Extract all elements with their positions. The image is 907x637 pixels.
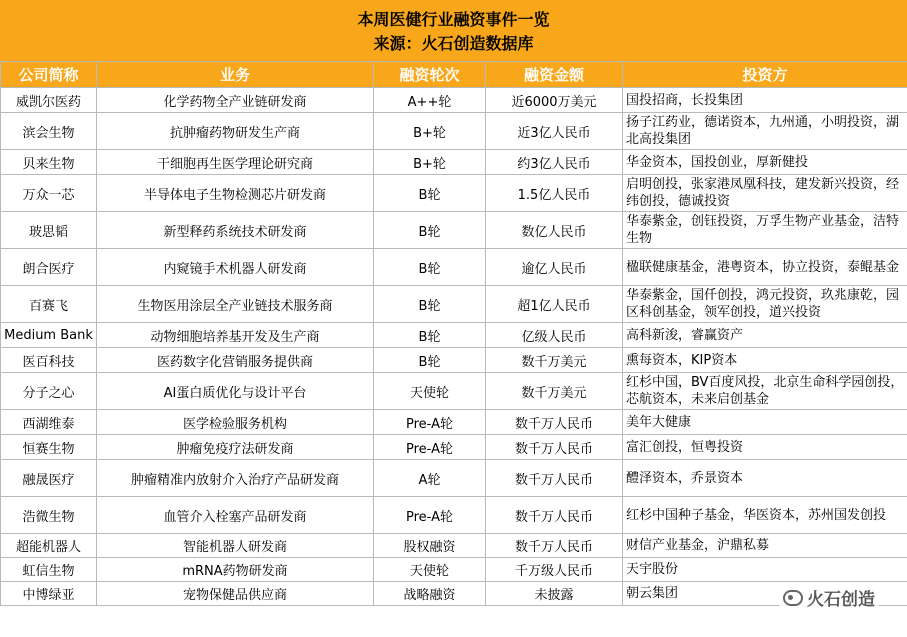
round-cell: B轮 — [374, 212, 486, 249]
table-row — [1, 460, 907, 497]
company-cell: 万众一芯 — [1, 175, 97, 212]
investors-cell: 红杉中国种子基金，华医资本，苏州国发创投 — [623, 497, 907, 534]
investors-cell: 启明创投，张家港凤凰科技，建发新兴投资，经纬创投，德诚投资 — [623, 175, 907, 212]
financing-table — [0, 61, 907, 606]
table-row — [1, 175, 907, 212]
round-cell: B轮 — [374, 286, 486, 323]
amount-cell: 未披露 — [486, 582, 623, 606]
investors-cell: 醴泽资本，乔景资本 — [623, 460, 907, 497]
round-cell: 战略融资 — [374, 582, 486, 606]
investors-cell: 华金资本，国投创业，厚新健投 — [623, 150, 907, 175]
business-cell: 抗肿瘤药物研发生产商 — [97, 113, 374, 150]
company-cell: 超能机器人 — [1, 534, 97, 558]
amount-cell: 千万级人民币 — [486, 558, 623, 582]
brand-logo-icon — [783, 590, 803, 606]
table-row — [1, 534, 907, 558]
amount-cell: 数千万人民币 — [486, 410, 623, 435]
round-cell: 天使轮 — [374, 558, 486, 582]
business-cell: 医药数字化营销服务提供商 — [97, 348, 374, 373]
table-row — [1, 249, 907, 286]
company-cell: 分子之心 — [1, 373, 97, 410]
business-cell: 化学药物全产业链研发商 — [97, 88, 374, 113]
amount-cell: 数千万美元 — [486, 348, 623, 373]
round-cell: A++轮 — [374, 88, 486, 113]
amount-cell: 超1亿人民币 — [486, 286, 623, 323]
table-row — [1, 150, 907, 175]
investors-cell: 扬子江药业，德诺资本，九州通，小明投资，湖北高投集团 — [623, 113, 907, 150]
round-cell: Pre-A轮 — [374, 497, 486, 534]
table-row — [1, 582, 907, 606]
column-header-investors: 投资方 — [623, 62, 907, 88]
amount-cell: 约3亿人民币 — [486, 150, 623, 175]
business-cell: 肿瘤精准内放射介入治疗产品研发商 — [97, 460, 374, 497]
company-cell: 百赛飞 — [1, 286, 97, 323]
column-header-round: 融资轮次 — [374, 62, 486, 88]
round-cell: 天使轮 — [374, 373, 486, 410]
round-cell: B+轮 — [374, 150, 486, 175]
business-cell: 内窥镜手术机器人研发商 — [97, 249, 374, 286]
table-row — [1, 113, 907, 150]
round-cell: 股权融资 — [374, 534, 486, 558]
company-cell: 威凯尔医药 — [1, 88, 97, 113]
amount-cell: 亿级人民币 — [486, 323, 623, 348]
watermark-text: 火石创造 — [807, 590, 875, 610]
round-cell: B轮 — [374, 323, 486, 348]
business-cell: 新型释药系统技术研发商 — [97, 212, 374, 249]
company-cell: Medium Bank — [1, 323, 97, 348]
business-cell: AI蛋白质优化与设计平台 — [97, 373, 374, 410]
table-row — [1, 88, 907, 113]
table-row — [1, 373, 907, 410]
investors-cell: 红杉中国，BV百度风投，北京生命科学园创投，芯航资本，未来启创基金 — [623, 373, 907, 410]
company-cell: 滨会生物 — [1, 113, 97, 150]
business-cell: 生物医用涂层全产业链技术服务商 — [97, 286, 374, 323]
investors-cell: 天宇股份 — [623, 558, 907, 582]
amount-cell: 逾亿人民币 — [486, 249, 623, 286]
watermark-logo — [779, 583, 879, 612]
company-cell: 恒赛生物 — [1, 435, 97, 460]
table-row — [1, 558, 907, 582]
amount-cell: 数亿人民币 — [486, 212, 623, 249]
investors-cell: 国投招商，长投集团 — [623, 88, 907, 113]
table-title-block — [0, 0, 907, 61]
investors-cell: 高科新浚，睿赢资产 — [623, 323, 907, 348]
investors-cell: 美年大健康 — [623, 410, 907, 435]
amount-cell: 数千万美元 — [486, 373, 623, 410]
company-cell: 融晟医疗 — [1, 460, 97, 497]
round-cell: A轮 — [374, 460, 486, 497]
investors-cell: 楹联健康基金，港粤资本，协立投资，泰鲲基金 — [623, 249, 907, 286]
data-source: 来源：火石创造数据库 — [373, 34, 534, 53]
column-header-business: 业务 — [97, 62, 374, 88]
business-cell: mRNA药物研发商 — [97, 558, 374, 582]
business-cell: 医学检验服务机构 — [97, 410, 374, 435]
table-row — [1, 348, 907, 373]
amount-cell: 近3亿人民币 — [486, 113, 623, 150]
business-cell: 动物细胞培养基开发及生产商 — [97, 323, 374, 348]
amount-cell: 数千万人民币 — [486, 534, 623, 558]
table-row — [1, 497, 907, 534]
amount-cell: 近6000万美元 — [486, 88, 623, 113]
table-row — [1, 212, 907, 249]
company-cell: 医百科技 — [1, 348, 97, 373]
investors-cell: 华泰紫金，国仟创投，鸿元投资，玖兆康乾，园区科创基金，领军创投，道兴投资 — [623, 286, 907, 323]
round-cell: Pre-A轮 — [374, 435, 486, 460]
investors-cell: 财信产业基金，沪鼎私募 — [623, 534, 907, 558]
table-title: 本周医健行业融资事件一览 — [357, 10, 550, 29]
column-header-company: 公司简称 — [1, 62, 97, 88]
table-row — [1, 286, 907, 323]
amount-cell: 数千万人民币 — [486, 497, 623, 534]
amount-cell: 数千万人民币 — [486, 435, 623, 460]
round-cell: B轮 — [374, 348, 486, 373]
business-cell: 宠物保健品供应商 — [97, 582, 374, 606]
amount-cell: 数千万人民币 — [486, 460, 623, 497]
investors-cell: 朝云集团 — [623, 582, 907, 606]
table-row — [1, 435, 907, 460]
business-cell: 肿瘤免疫疗法研发商 — [97, 435, 374, 460]
company-cell: 虹信生物 — [1, 558, 97, 582]
company-cell: 西湖维泰 — [1, 410, 97, 435]
company-cell: 玻思韬 — [1, 212, 97, 249]
business-cell: 智能机器人研发商 — [97, 534, 374, 558]
table-row — [1, 323, 907, 348]
company-cell: 中博绿亚 — [1, 582, 97, 606]
investors-cell: 华泰紫金，创钰投资，万孚生物产业基金，洁特生物 — [623, 212, 907, 249]
column-header-amount: 融资金额 — [486, 62, 623, 88]
round-cell: B轮 — [374, 249, 486, 286]
investors-cell: 富汇创投，恒粤投资 — [623, 435, 907, 460]
investors-cell: 熏每资本，KIP资本 — [623, 348, 907, 373]
round-cell: B轮 — [374, 175, 486, 212]
company-cell: 朗合医疗 — [1, 249, 97, 286]
business-cell: 干细胞再生医学理论研究商 — [97, 150, 374, 175]
round-cell: B+轮 — [374, 113, 486, 150]
amount-cell: 1.5亿人民币 — [486, 175, 623, 212]
table-row — [1, 410, 907, 435]
header-row — [1, 62, 907, 88]
business-cell: 血管介入栓塞产品研发商 — [97, 497, 374, 534]
company-cell: 浩微生物 — [1, 497, 97, 534]
company-cell: 贝来生物 — [1, 150, 97, 175]
business-cell: 半导体电子生物检测芯片研发商 — [97, 175, 374, 212]
round-cell: Pre-A轮 — [374, 410, 486, 435]
